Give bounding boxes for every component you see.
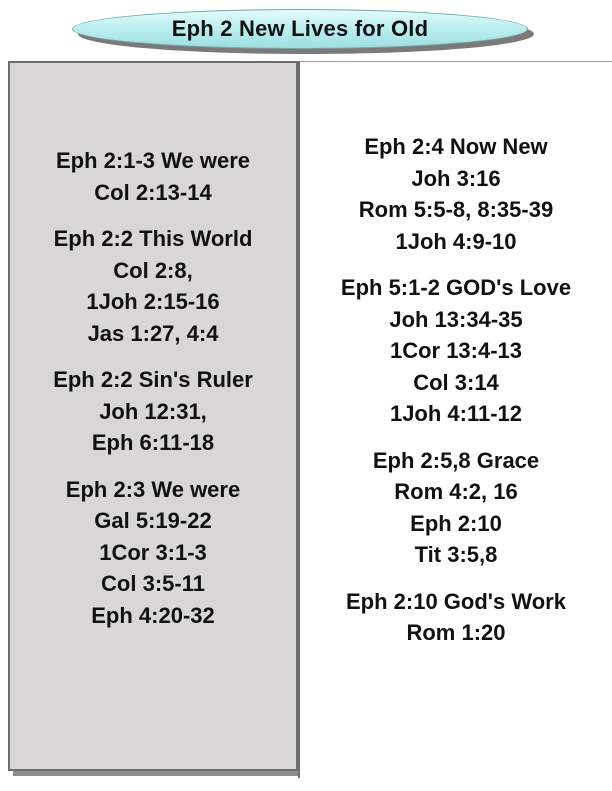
left-group-3 — [8, 364, 298, 459]
scripture-reference: Tit 3:5,8 — [414, 542, 498, 567]
left-group-2 — [8, 223, 298, 349]
scripture-heading: Eph 2:5,8 Grace — [372, 447, 540, 473]
left-panel-shadow — [13, 771, 303, 776]
scripture-reference: Col 3:5-11 — [101, 571, 205, 596]
scripture-reference: Gal 5:19-22 — [94, 508, 212, 533]
scripture-reference: Eph 2:10 — [410, 510, 502, 536]
scripture-reference: Col 3:14 — [413, 369, 499, 395]
right-group-2 — [300, 272, 612, 430]
scripture-heading: Eph 5:1-2 GOD's Love — [340, 275, 572, 300]
scripture-reference: Joh 13:34-35 — [389, 306, 523, 332]
scripture-heading: Eph 2:4 Now New — [364, 134, 548, 159]
title-banner — [72, 9, 528, 49]
scripture-reference: Joh 3:16 — [411, 165, 501, 191]
scripture-heading: Eph 2:1-3 We were — [56, 148, 250, 173]
page-title: Eph 2 New Lives for Old — [171, 16, 429, 41]
scripture-reference: Jas 1:27, 4:4 — [87, 320, 219, 346]
scripture-reference: Rom 1:20 — [406, 620, 506, 645]
scripture-reference: Eph 4:20-32 — [91, 602, 215, 628]
scripture-heading: Eph 2:2 Sin's Ruler — [53, 367, 253, 392]
scripture-reference: 1Cor 3:1-3 — [99, 539, 207, 565]
left-group-4 — [8, 474, 298, 632]
left-group-1 — [8, 145, 298, 208]
scripture-reference: 1Joh 4:11-12 — [389, 401, 523, 426]
scripture-reference: Joh 12:31, — [99, 398, 207, 424]
scripture-reference: 1Joh 4:9-10 — [395, 228, 517, 254]
scripture-reference: Rom 5:5-8, 8:35-39 — [358, 197, 554, 222]
scripture-heading: Eph 2:10 God's Work — [346, 588, 566, 614]
scripture-heading: Eph 2:2 This World — [53, 226, 253, 251]
scripture-reference: Eph 6:11-18 — [91, 430, 215, 455]
scripture-reference: 1Cor 13:4-13 — [389, 338, 523, 363]
right-group-4 — [300, 586, 612, 649]
scripture-reference: 1Joh 2:15-16 — [86, 289, 220, 314]
right-group-1 — [300, 131, 612, 257]
scripture-reference: Rom 4:2, 16 — [394, 479, 518, 504]
scripture-heading: Eph 2:3 We were — [65, 476, 241, 502]
right-group-3 — [300, 445, 612, 571]
right-column — [300, 131, 612, 664]
left-column — [8, 145, 298, 646]
scripture-reference: Col 2:13-14 — [94, 179, 212, 205]
scripture-reference: Col 2:8, — [113, 257, 193, 283]
